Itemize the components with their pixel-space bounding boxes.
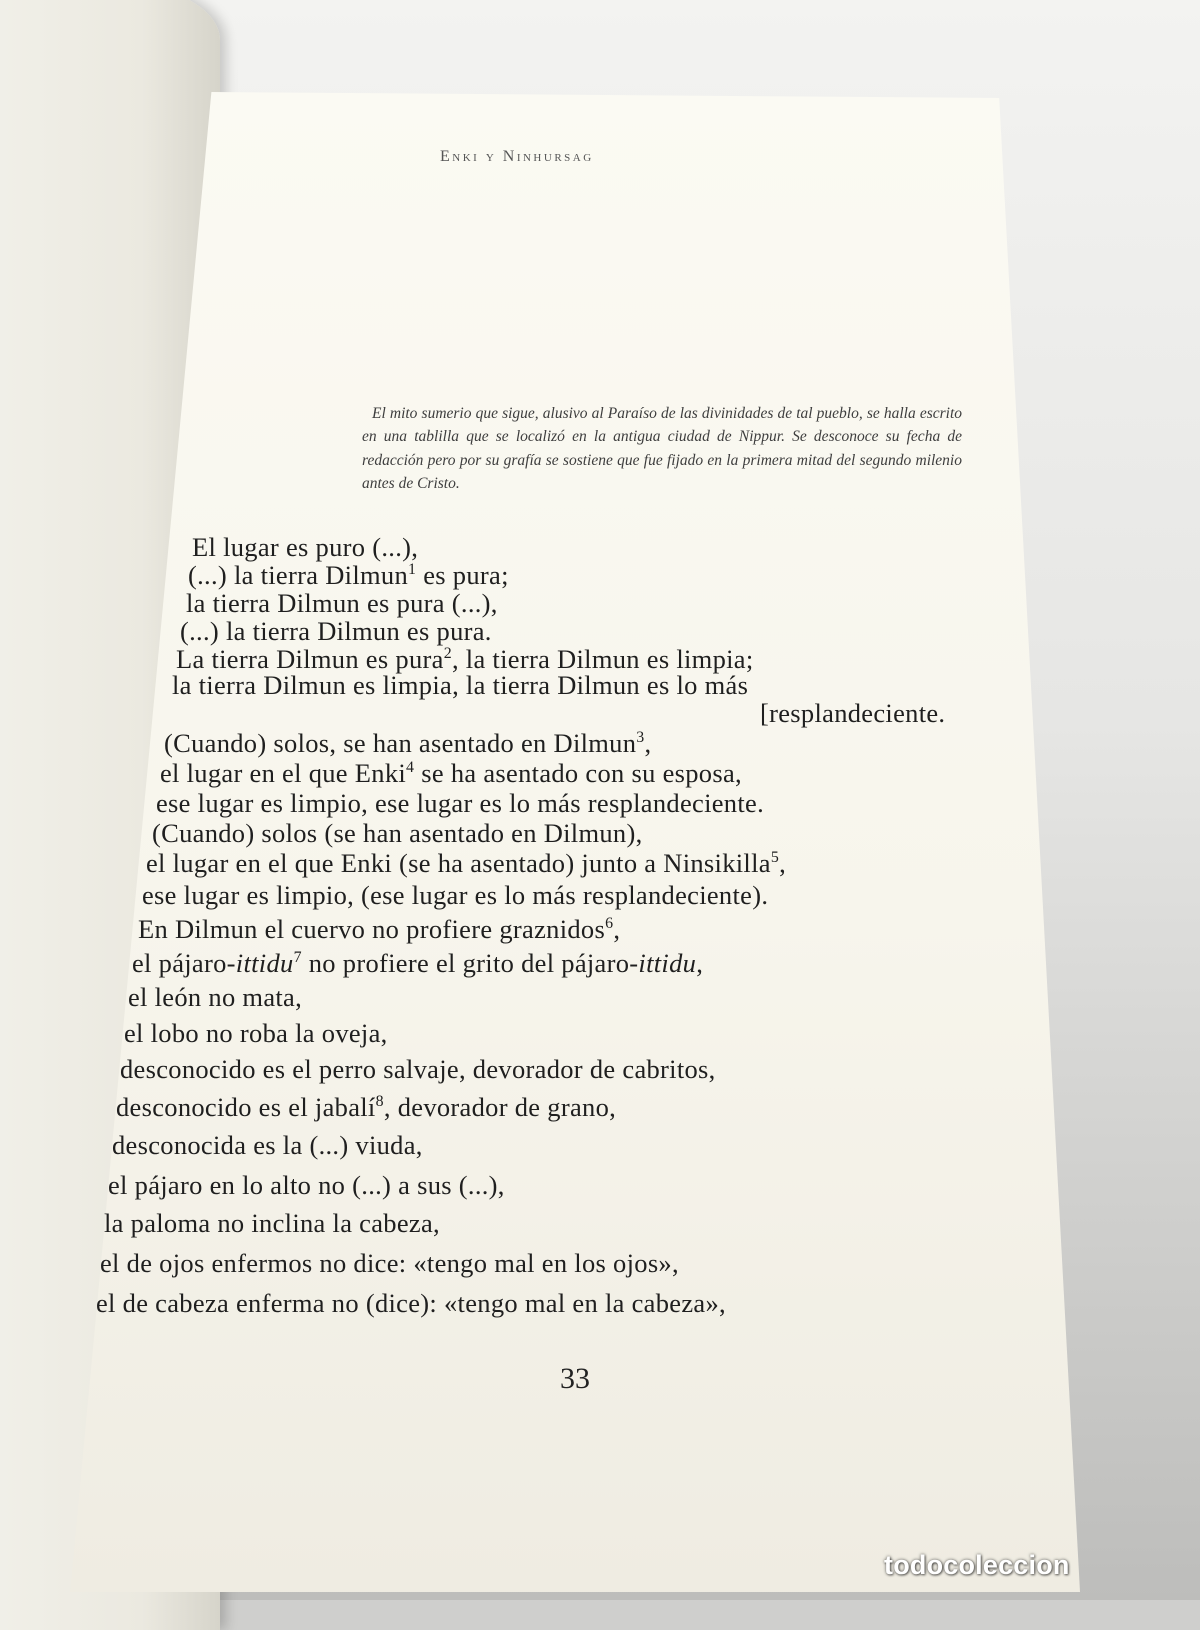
footnote-ref-4: 4 [406,759,415,777]
poem-line-23: el de cabeza enferma no (dice): «tengo mal en la cabeza», [96,1288,726,1318]
poem-line-12: ese lugar es limpio, (ese lugar es lo más resplandeciente). [142,880,769,910]
poem-line-19: desconocida es la (...) viuda, [112,1130,423,1160]
poem-line-15: el león no mata, [128,982,303,1012]
poem-line-6-overflow: [resplandeciente. [760,698,946,728]
poem-line-20: el pájaro en lo alto no (...) a sus (...), [108,1170,505,1200]
footnote-ref-3: 3 [636,729,645,747]
poem-line-21: la paloma no inclina la cabeza, [104,1208,440,1238]
poem-line-4: (...) la tierra Dilmun es pura. [180,616,492,646]
footnote-ref-2: 2 [443,645,452,663]
poem-line-11: el lugar en el que Enki (se ha asentado) junto a Ninsikilla$^5$, [146,848,786,878]
poem-line-10: (Cuando) solos (se han asentado en Dilmun), [152,818,643,848]
footnote-ref-1: 1 [408,561,417,579]
poem-line-1: El lugar es puro (...), [192,532,419,562]
poem-line-3: la tierra Dilmun es pura (...), [186,588,498,618]
page-number: 33 [560,1362,590,1395]
poem-line-2: (...) la tierra Dilmun$^1$ es pura; [188,560,509,590]
poem-line-14: el pájaro-ittidu$^7$ no profiere el grito del pájaro-ittidu, [132,948,704,978]
poem-line-5: La tierra Dilmun es pura$^2$, la tierra Dilmun es limpia; [176,644,754,674]
footnote-ref-8: 8 [375,1093,384,1111]
footnote-ref-5: 5 [770,849,780,867]
poem-line-18: desconocido es el jabalí$^8$, devorador de grano, [116,1092,617,1122]
watermark-logo: todocoleccion [884,1550,1070,1580]
poem-line-6: la tierra Dilmun es limpia, la tierra Dilmun es lo más [172,670,749,700]
intro-paragraph: El mito sumerio que sigue, alusivo al Paraíso de las divinidades de tal pueblo, se halla escrito en una tablilla que se localizó en la antigua ciudad de Nippur. Se desconoce su fecha de redacción pero por su grafía se sostiene que fue fijado en la primera mitad del segundo milenio antes de Cristo. [362,405,962,493]
running-header: Enki y Ninhursag [440,148,594,165]
poem-line-9: ese lugar es limpio, ese lugar es lo más resplandeciente. [156,788,764,818]
poem-line-16: el lobo no roba la oveja, [124,1018,388,1048]
footnote-ref-6: 6 [605,915,614,933]
poem-line-7: (Cuando) solos, se han asentado en Dilmun$^3$, [164,728,652,758]
footnote-ref-7: 7 [293,949,302,967]
poem-line-13: En Dilmun el cuervo no profiere graznidos$^6$, [138,914,621,944]
poem-line-22: el de ojos enfermos no dice: «tengo mal en los ojos», [100,1248,679,1278]
poem-line-17: desconocido es el perro salvaje, devorador de cabritos, [120,1054,716,1084]
poem-line-8: el lugar en el que Enki$^4$ se ha asentado con su esposa, [160,758,742,788]
